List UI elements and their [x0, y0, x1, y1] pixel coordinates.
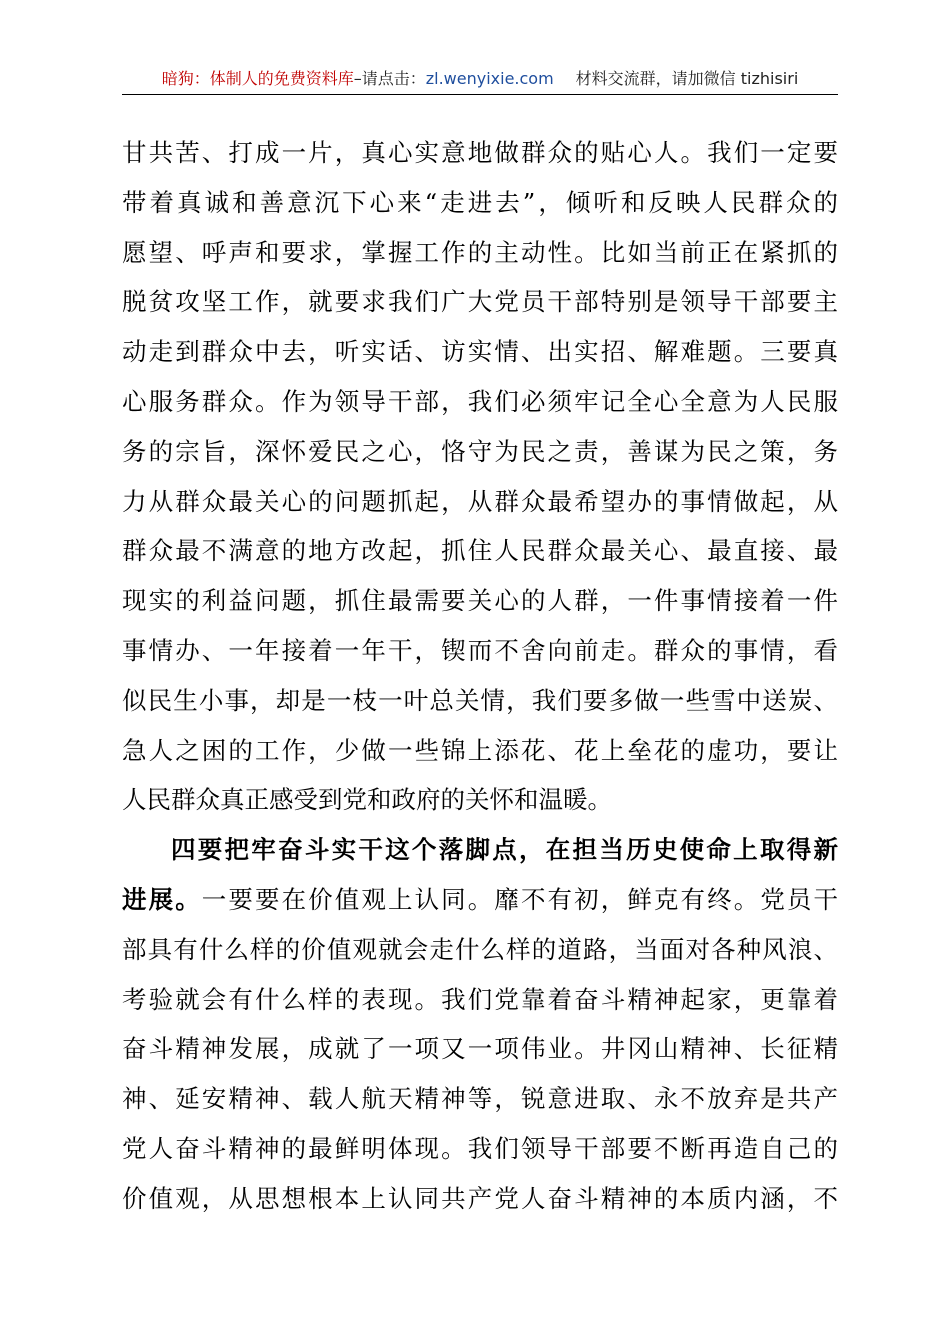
- header-site-name: 暗狗：体制人的免费资料库: [161, 69, 354, 88]
- text-line: 动走到群众中去，听实话、访实情、出实招、解难题。三要真: [122, 337, 838, 367]
- section-heading: 四要把牢奋斗实干这个落脚点，在担当历史使命上取得新: [171, 835, 838, 865]
- paragraph-2: [122, 825, 838, 1223]
- text-line: 价值观，从思想根本上认同共产党人奋斗精神的本质内涵，不: [122, 1183, 838, 1213]
- text-line: 党人奋斗精神的最鲜明体现。我们领导干部要不断再造自己的: [122, 1133, 838, 1163]
- text-line: 部具有什么样的价值观就会走什么样的道路，当面对各种风浪、: [122, 934, 838, 964]
- text-line: 群众最不满意的地方改起，抓住人民群众最关心、最直接、最: [122, 536, 838, 566]
- paragraph-1: [122, 128, 838, 825]
- text-line: 力从群众最关心的问题抓起，从群众最希望办的事情做起，从: [122, 486, 838, 516]
- text-line: 神、延安精神、载人航天精神等，锐意进取、永不放弃是共产: [122, 1084, 838, 1114]
- text-line: 带着真诚和善意沉下心来“走进去”，倾听和反映人民群众的: [122, 187, 838, 217]
- text-line: 事情办、一年接着一年干，锲而不舍向前走。群众的事情，看: [122, 635, 838, 665]
- text-line: 急人之困的工作，少做一些锦上添花、花上垒花的虚功，要让: [122, 735, 838, 765]
- section-heading-end: 进展。: [122, 884, 202, 914]
- text-line: 甘共苦、打成一片，真心实意地做群众的贴心人。我们一定要: [122, 138, 838, 167]
- text-line: 务的宗旨，深怀爱民之心，恪守为民之责，善谋为民之策，务: [122, 436, 838, 466]
- text-line: 人民群众真正感受到党和政府的关怀和温暖。: [122, 785, 612, 815]
- text-line: 愿望、呼声和要求，掌握工作的主动性。比如当前正在紧抓的: [122, 237, 838, 267]
- header-url-link[interactable]: zl.wenyixie.com: [425, 69, 554, 88]
- header-contact: 材料交流群，请加微信 tizhisiri: [575, 69, 799, 88]
- document-body: [122, 128, 838, 1224]
- page-header: [122, 66, 838, 95]
- text-line: 考验就会有什么样的表现。我们党靠着奋斗精神起家，更靠着: [122, 984, 838, 1014]
- text-line: 奋斗精神发展，成就了一项又一项伟业。井冈山精神、长征精: [122, 1034, 838, 1064]
- text-line: 现实的利益问题，抓住最需要关心的人群，一件事情接着一件: [122, 586, 838, 616]
- header-click-prompt: –请点击：: [353, 69, 426, 88]
- text-line: 心服务群众。作为领导干部，我们必须牢记全心全意为人民服: [122, 386, 838, 416]
- text-line: 脱贫攻坚工作，就要求我们广大党员干部特别是领导干部要主: [122, 287, 838, 317]
- text-line: 一要要在价值观上认同。靡不有初，鲜克有终。党员干: [201, 884, 839, 914]
- text-line: 似民生小事，却是一枝一叶总关情，我们要多做一些雪中送炭、: [122, 685, 838, 715]
